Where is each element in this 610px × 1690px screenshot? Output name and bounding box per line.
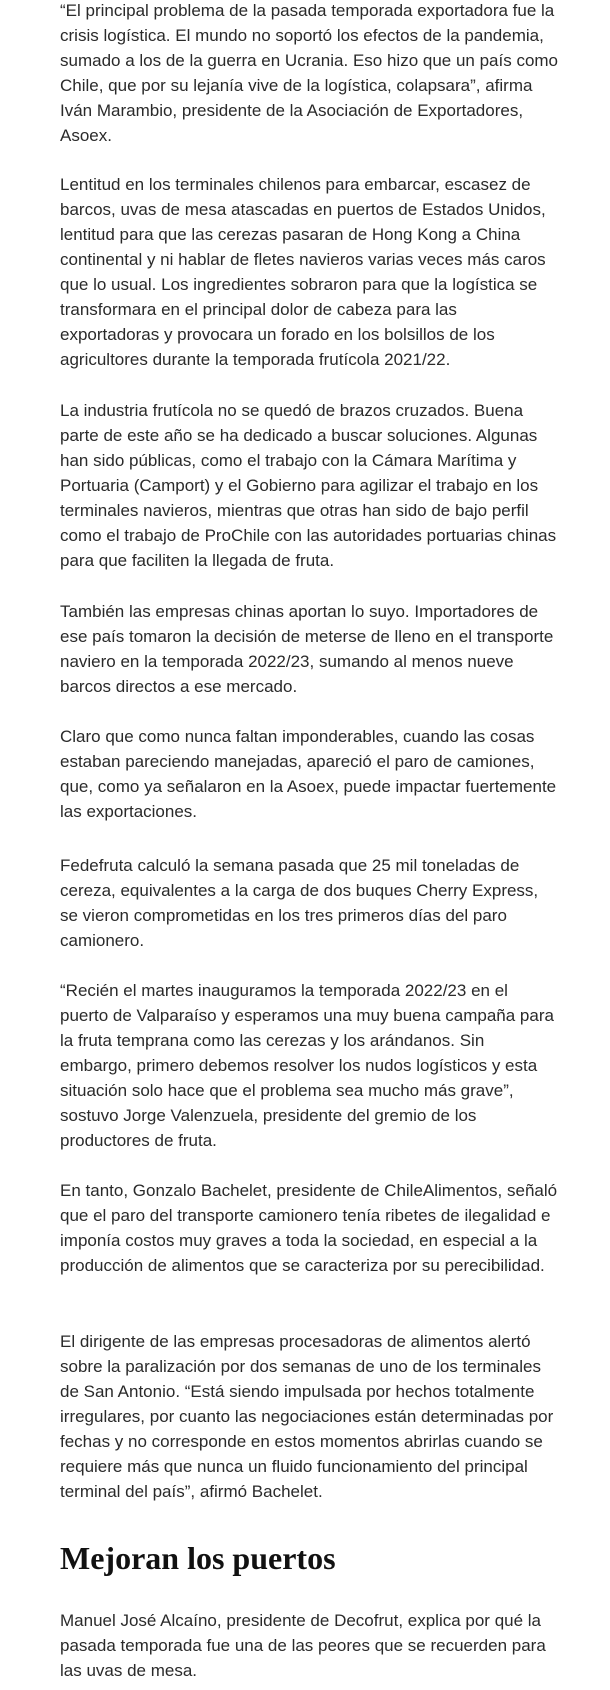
article-paragraph: En tanto, Gonzalo Bachelet, presidente de ChileAlimentos, señaló que el paro del transporte camionero tenía ribetes de ilegalidad e imponía costos muy graves a toda la sociedad, en especial a la producción de alimentos que se caracteriza por su perecibilidad. — [60, 1181, 558, 1275]
article-paragraph: “El principal problema de la pasada temporada exportadora fue la crisis logística. El mundo no soportó los efectos de la pandemia, sumado a los de la guerra en Ucrania. Eso hizo que un país como Chile, que por su lejanía vive de la logística, colapsara”, afirma Iván Marambio, presidente de la Asociación de Exportadores, Asoex. — [60, 1, 559, 145]
article-paragraph: La industria frutícola no se quedó de brazos cruzados. Buena parte de este año se ha dedicado a buscar soluciones. Algunas han sido públicas, como el trabajo con la Cámara Marítima y Portuaria (Camport) y el Gobierno para agilizar el trabajo en los terminales navieros, mientras que otras han sido de bajo perfil como el trabajo de ProChile con las autoridades portuarias chinas para que faciliten la llegada de fruta. — [60, 401, 557, 570]
article-paragraph: “Recién el martes inauguramos la temporada 2022/23 en el puerto de Valparaíso y esperamos una muy buena campaña para la fruta temprana como las cerezas y los arándanos. Sin embargo, primero debemos resolver los nudos logísticos y esta situación solo hace que el problema sea mucho más grave”, sostuvo Jorge Valenzuela, presidente del gremio de los productores de fruta. — [60, 981, 554, 1150]
article-paragraph: El dirigente de las empresas procesadoras de alimentos alertó sobre la paralización por dos semanas de uno de los terminales de San Antonio. “Está siendo impulsada por hechos totalmente irregulares, por cuanto las negociaciones están determinadas por fechas y no corresponde en estos momentos abrirlas cuando se requiere más que nunca un fluido funcionamiento del principal terminal del país”, afirmó Bachelet. — [60, 1332, 554, 1501]
article-paragraph: Manuel José Alcaíno, presidente de Decofrut, explica por qué la pasada temporada fue una de las peores que se recuerden para las uvas de mesa. — [60, 1611, 546, 1680]
article-paragraph: También las empresas chinas aportan lo suyo. Importadores de ese país tomaron la decisión de meterse de lleno en el transporte naviero en la temporada 2022/23, sumando al menos nueve barcos directos a ese mercado. — [60, 602, 554, 696]
article-paragraph: Fedefruta calculó la semana pasada que 25 mil toneladas de cereza, equivalentes a la carga de dos buques Cherry Express, se vieron comprometidas en los tres primeros días del paro camionero. — [60, 856, 539, 950]
section-heading: Mejoran los puertos — [60, 1540, 336, 1576]
article-paragraph: Lentitud en los terminales chilenos para embarcar, escasez de barcos, uvas de mesa atascadas en puertos de Estados Unidos, lentitud para que las cerezas pasaran de Hong Kong a China continental y ni hablar de fletes navieros varias veces más caros que lo usual. Los ingredientes sobraron para que la logística se transformara en el principal dolor de cabeza para las exportadoras y provocara un forado en los bolsillos de los agricultores durante la temporada frutícola 2021/22. — [60, 175, 546, 369]
article-paragraph: Claro que como nunca faltan imponderables, cuando las cosas estaban pareciendo manejadas, apareció el paro de camiones, que, como ya señalaron en la Asoex, puede impactar fuertemente las exportaciones. — [60, 727, 557, 821]
